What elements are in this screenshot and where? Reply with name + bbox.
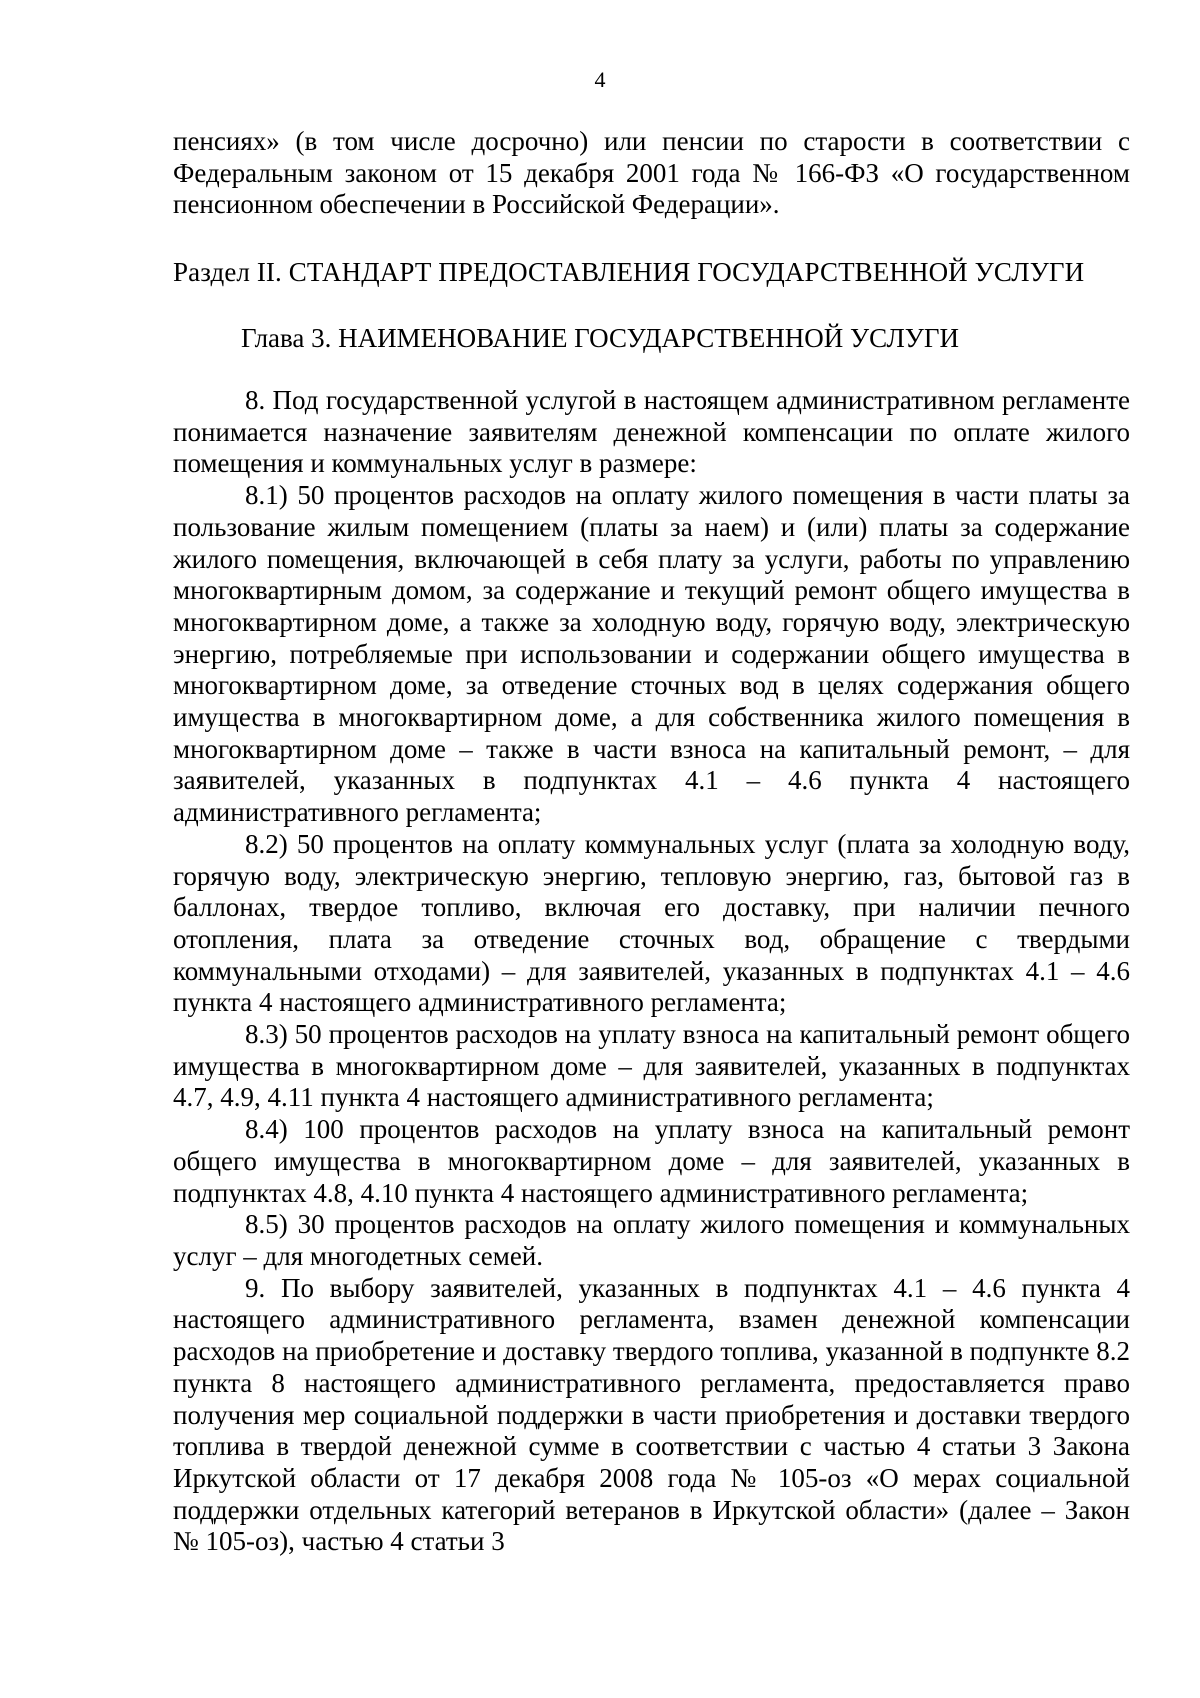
paragraph-9: 9. По выбору заявителей, указанных в подпунктах 4.1 – 4.6 пункта 4 настоящего административного регламента, взамен денежной компенсации расходов на приобретение и доставку твердого топлива, указанной в подпункте 8.2 пункта 8 настоящего административного регламента, предоставляется право получения мер социальной поддержки в части приобретения и доставки твердого топлива в твердой денежной сумме в соответствии с частью 4 статьи 3 Закона Иркутской области от 17 декабря 2008 года № 105-оз «О мерах социальной поддержки отдельных категорий ветеранов в Иркутской области» (далее – Закон № 105-оз), частью 4 статьи 3 <box>173 1272 1130 1557</box>
intro-paragraph: пенсиях» (в том числе досрочно) или пенсии по старости в соответствии с Федеральным законом от 15 декабря 2001 года № 166-ФЗ «О государственном пенсионном обеспечении в Российской Федерации». <box>173 126 1130 220</box>
paragraph-8-3: 8.3) 50 процентов расходов на уплату взноса на капитальный ремонт общего имущества в многоквартирном доме – для заявителей, указанных в подпунктах 4.7, 4.9, 4.11 пункта 4 настоящего административного регламента; <box>173 1019 1130 1113</box>
paragraph-8-5: 8.5) 30 процентов расходов на оплату жилого помещения и коммунальных услуг – для многодетных семей. <box>173 1209 1130 1271</box>
paragraph-8: 8. Под государственной услугой в настоящем административном регламенте понимается назначение заявителям денежной компенсации по оплате жилого помещения и коммунальных услуг в размере: <box>173 385 1130 479</box>
paragraph-8-2: 8.2) 50 процентов на оплату коммунальных услуг (плата за холодную воду, горячую воду, электрическую энергию, тепловую энергию, газ, бытовой газ в баллонах, твердое топливо, включая его доставку, при наличии печного отопления, плата за отведение сточных вод, обращение с твердыми коммунальными отходами) – для заявителей, указанных в подпунктах 4.1 – 4.6 пункта 4 настоящего административного регламента; <box>173 828 1130 1018</box>
paragraph-8-1: 8.1) 50 процентов расходов на оплату жилого помещения в части платы за пользование жилым помещением (платы за наем) и (или) платы за содержание жилого помещения, включающей в себя плату за услуги, работы по управлению многоквартирным домом, за содержание и текущий ремонт общего имущества в многоквартирном доме, а также за холодную воду, горячую воду, электрическую энергию, потребляемые при использовании и содержании общего имущества в многоквартирном доме, за отведение сточных вод в целях содержания общего имущества в многоквартирном доме, а для собственника жилого помещения в многоквартирном доме – также в части взноса на капитальный ремонт, – для заявителей, указанных в подпунктах 4.1 – 4.6 пункта 4 настоящего административного регламента; <box>173 480 1130 828</box>
section-heading: Раздел II. СТАНДАРТ ПРЕДОСТАВЛЕНИЯ ГОСУДАРСТВЕННОЙ УСЛУГИ <box>173 257 1085 287</box>
intro-block <box>173 126 1130 221</box>
chapter-heading: Глава 3. НАИМЕНОВАНИЕ ГОСУДАРСТВЕННОЙ УСЛУГИ <box>240 323 959 353</box>
body-block <box>173 385 1130 1558</box>
page-number: 4 <box>594 67 606 92</box>
paragraph-8-4: 8.4) 100 процентов расходов на уплату взноса на капитальный ремонт общего имущества в многоквартирном доме – для заявителей, указанных в подпунктах 4.8, 4.10 пункта 4 настоящего административного регламента; <box>173 1114 1130 1208</box>
